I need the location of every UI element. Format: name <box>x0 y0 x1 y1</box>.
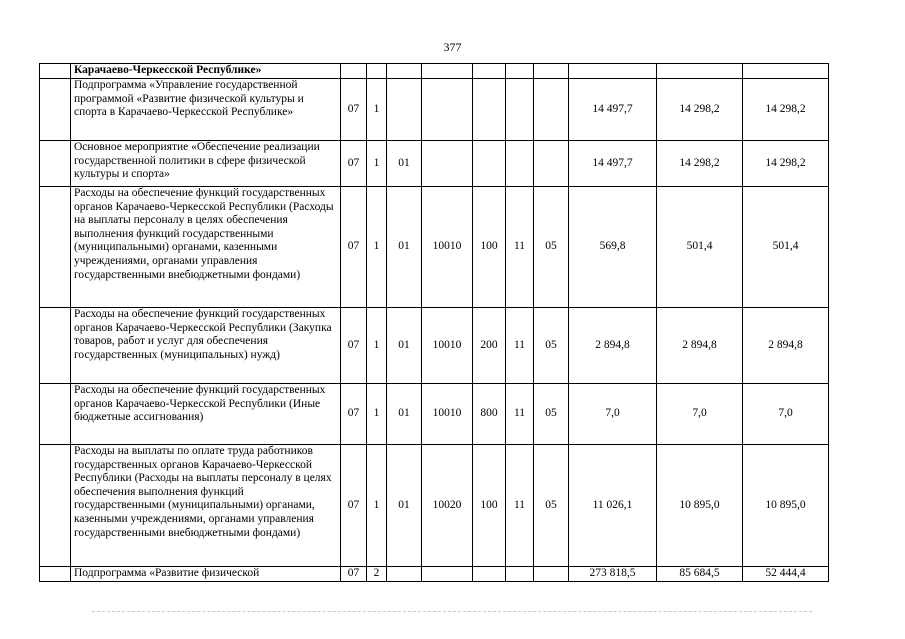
code-cell: 1 <box>367 79 387 141</box>
table-row <box>40 141 829 187</box>
code-cell: 100 <box>473 187 506 308</box>
code-cell: 200 <box>473 308 506 384</box>
code-cell <box>422 79 473 141</box>
code-cell <box>422 567 473 582</box>
code-cell <box>473 567 506 582</box>
code-cell: 07 <box>341 445 367 567</box>
row-name-cell: Расходы на обеспечение функций государственных органов Карачаево-Черкесской Республики (Расходы на выплаты персоналу в целях обеспечения выполнения функций государственными (муниципальными) органами, казенными учреждениями, органами управления государственными внебюджетными фондами) <box>71 187 341 308</box>
row-name-cell: Карачаево-Черкесской Республике» <box>71 64 341 79</box>
row-number-cell <box>40 384 71 445</box>
code-cell: 07 <box>341 308 367 384</box>
amount-cell: 2 894,8 <box>743 308 829 384</box>
row-number-cell <box>40 64 71 79</box>
code-cell: 10010 <box>422 384 473 445</box>
code-cell: 07 <box>341 79 367 141</box>
code-cell <box>506 64 534 79</box>
code-cell: 800 <box>473 384 506 445</box>
amount-cell: 273 818,5 <box>569 567 657 582</box>
amount-cell: 7,0 <box>743 384 829 445</box>
code-cell <box>506 141 534 187</box>
code-cell: 2 <box>367 567 387 582</box>
amount-cell: 85 684,5 <box>657 567 743 582</box>
code-cell: 05 <box>534 308 569 384</box>
code-cell <box>473 141 506 187</box>
row-name-cell: Подпрограмма «Развитие физической <box>71 567 341 582</box>
code-cell <box>534 567 569 582</box>
row-name-cell: Расходы на обеспечение функций государственных органов Карачаево-Черкесской Республики (Иные бюджетные ассигнования) <box>71 384 341 445</box>
row-name-cell: Основное мероприятие «Обеспечение реализации государственной политики в сфере физической культуры и спорта» <box>71 141 341 187</box>
amount-cell: 2 894,8 <box>657 308 743 384</box>
table-row <box>40 64 829 79</box>
code-cell <box>534 64 569 79</box>
code-cell: 100 <box>473 445 506 567</box>
scan-artifact-line <box>92 611 812 612</box>
code-cell: 05 <box>534 384 569 445</box>
code-cell <box>422 64 473 79</box>
code-cell <box>473 64 506 79</box>
code-cell: 10010 <box>422 187 473 308</box>
table-row <box>40 384 829 445</box>
row-number-cell <box>40 141 71 187</box>
code-cell: 10010 <box>422 308 473 384</box>
code-cell: 10020 <box>422 445 473 567</box>
code-cell: 11 <box>506 187 534 308</box>
table-row <box>40 187 829 308</box>
code-cell: 1 <box>367 445 387 567</box>
code-cell <box>506 79 534 141</box>
amount-cell: 501,4 <box>657 187 743 308</box>
amount-cell: 7,0 <box>569 384 657 445</box>
code-cell: 05 <box>534 445 569 567</box>
code-cell: 07 <box>341 384 367 445</box>
amount-cell <box>657 64 743 79</box>
code-cell: 01 <box>387 141 422 187</box>
row-number-cell <box>40 445 71 567</box>
amount-cell: 501,4 <box>743 187 829 308</box>
code-cell <box>506 567 534 582</box>
budget-table <box>39 63 829 582</box>
code-cell: 01 <box>387 187 422 308</box>
code-cell: 01 <box>387 308 422 384</box>
amount-cell: 14 298,2 <box>657 79 743 141</box>
code-cell <box>387 79 422 141</box>
code-cell: 1 <box>367 308 387 384</box>
code-cell: 1 <box>367 384 387 445</box>
amount-cell: 52 444,4 <box>743 567 829 582</box>
code-cell <box>387 64 422 79</box>
code-cell <box>473 79 506 141</box>
row-name-cell: Подпрограмма «Управление государственной программой «Развитие физической культуры и спорта в Карачаево-Черкесской Республике» <box>71 79 341 141</box>
code-cell: 11 <box>506 308 534 384</box>
amount-cell: 11 026,1 <box>569 445 657 567</box>
code-cell <box>422 141 473 187</box>
code-cell: 07 <box>341 141 367 187</box>
amount-cell: 14 298,2 <box>743 141 829 187</box>
row-number-cell <box>40 308 71 384</box>
amount-cell: 569,8 <box>569 187 657 308</box>
code-cell: 01 <box>387 384 422 445</box>
amount-cell: 7,0 <box>657 384 743 445</box>
row-number-cell <box>40 79 71 141</box>
page-number: 377 <box>443 40 462 54</box>
amount-cell <box>569 64 657 79</box>
amount-cell: 2 894,8 <box>569 308 657 384</box>
code-cell <box>367 64 387 79</box>
table-row <box>40 308 829 384</box>
code-cell: 1 <box>367 187 387 308</box>
code-cell <box>534 79 569 141</box>
code-cell: 05 <box>534 187 569 308</box>
code-cell <box>387 567 422 582</box>
table-row <box>40 567 829 582</box>
code-cell: 11 <box>506 445 534 567</box>
row-name-cell: Расходы на выплаты по оплате труда работников государственных органов Карачаево-Черкесской Республики (Расходы на выплаты персоналу в целях обеспечения выполнения функций государственными (муниципальными) органами, казенными учреждениями, органами управления государственными внебюджетными фондами) <box>71 445 341 567</box>
amount-cell: 10 895,0 <box>743 445 829 567</box>
table-row <box>40 445 829 567</box>
amount-cell: 14 497,7 <box>569 79 657 141</box>
row-name-cell: Расходы на обеспечение функций государственных органов Карачаево-Черкесской Республики (Закупка товаров, работ и услуг для обеспечения государственных (муниципальных) нужд) <box>71 308 341 384</box>
amount-cell: 14 497,7 <box>569 141 657 187</box>
code-cell <box>534 141 569 187</box>
row-number-cell <box>40 567 71 582</box>
amount-cell: 14 298,2 <box>743 79 829 141</box>
code-cell: 01 <box>387 445 422 567</box>
code-cell: 07 <box>341 187 367 308</box>
amount-cell <box>743 64 829 79</box>
code-cell: 07 <box>341 567 367 582</box>
code-cell: 11 <box>506 384 534 445</box>
amount-cell: 14 298,2 <box>657 141 743 187</box>
row-number-cell <box>40 187 71 308</box>
amount-cell: 10 895,0 <box>657 445 743 567</box>
code-cell <box>341 64 367 79</box>
table-row <box>40 79 829 141</box>
code-cell: 1 <box>367 141 387 187</box>
